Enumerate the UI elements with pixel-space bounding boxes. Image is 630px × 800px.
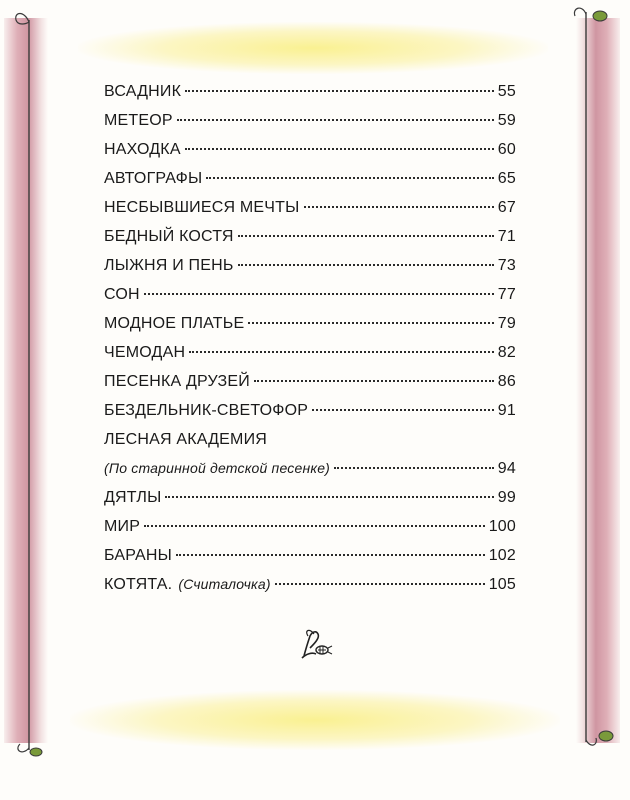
toc-entry[interactable]	[104, 193, 516, 222]
toc-entry[interactable]	[104, 541, 516, 570]
toc-entry-title: БЕДНЫЙ КОСТЯ	[104, 228, 234, 245]
dot-leader	[189, 351, 494, 353]
toc-entry-page: 79	[497, 315, 516, 332]
dot-leader	[176, 554, 485, 556]
toc-entry-page: 102	[488, 547, 516, 564]
dot-leader	[248, 322, 493, 324]
toc-entry-title: КОТЯТА.	[104, 576, 173, 593]
toc-entry-page: 55	[497, 83, 516, 100]
toc-entry-subtitle: (Считалочка)	[178, 576, 271, 592]
dot-leader	[304, 206, 494, 208]
vine-curl-top-left	[16, 14, 29, 25]
toc-entry-title: МОДНОЕ ПЛАТЬЕ	[104, 315, 245, 332]
toc-entry-page: 73	[497, 257, 516, 274]
toc-entry[interactable]	[104, 135, 516, 164]
toc-entry[interactable]	[104, 280, 516, 309]
toc-entry[interactable]	[104, 396, 516, 425]
toc-entry-title: НЕСБЫВШИЕСЯ МЕЧТЫ	[104, 199, 300, 216]
toc-entry-page: 91	[497, 402, 516, 419]
toc-entry[interactable]	[104, 425, 516, 483]
vine-curl-top-right	[574, 8, 586, 16]
toc-entry-title: БЕЗДЕЛЬНИК-СВЕТОФОР	[104, 402, 309, 419]
toc-entry-title: МИР	[104, 518, 141, 535]
toc-entry-subtitle: (По старинной детской песенке)	[104, 460, 331, 476]
table-of-contents	[104, 77, 516, 599]
leaf-icon	[599, 731, 613, 741]
toc-entry[interactable]	[104, 222, 516, 251]
dot-leader	[312, 409, 494, 411]
toc-entry[interactable]	[104, 570, 516, 599]
toc-entry-page: 100	[488, 518, 516, 535]
dot-leader	[144, 525, 485, 527]
toc-entry-page: 67	[497, 199, 516, 216]
toc-entry-page: 82	[497, 344, 516, 361]
toc-entry[interactable]	[104, 77, 516, 106]
toc-entry[interactable]	[104, 338, 516, 367]
toc-entry[interactable]	[104, 309, 516, 338]
toc-entry-title: ЧЕМОДАН	[104, 344, 186, 361]
toc-entry-page: 99	[497, 489, 516, 506]
toc-entry-page: 105	[488, 576, 516, 593]
toc-entry-title: АВТОГРАФЫ	[104, 170, 203, 187]
toc-entry[interactable]	[104, 106, 516, 135]
leaf-icon	[593, 11, 607, 21]
toc-entry-title: НАХОДКА	[104, 141, 181, 158]
toc-entry[interactable]	[104, 164, 516, 193]
dot-leader	[144, 293, 494, 295]
toc-entry-page: 94	[497, 460, 516, 477]
dot-leader	[177, 119, 494, 121]
bee-icon	[302, 630, 332, 658]
toc-entry[interactable]	[104, 367, 516, 396]
dot-leader	[275, 583, 485, 585]
toc-entry[interactable]	[104, 251, 516, 280]
dot-leader	[334, 467, 494, 469]
toc-entry-title: ДЯТЛЫ	[104, 489, 162, 506]
dot-leader	[254, 380, 494, 382]
dot-leader	[238, 264, 494, 266]
dot-leader	[206, 177, 493, 179]
toc-entry-title: ЛЕСНАЯ АКАДЕМИЯ	[104, 431, 268, 448]
vine-curl-bottom-left	[18, 744, 29, 752]
toc-entry-page: 86	[497, 373, 516, 390]
dot-leader	[185, 148, 494, 150]
toc-entry-page: 60	[497, 141, 516, 158]
toc-entry-title: ПЕСЕНКА ДРУЗЕЙ	[104, 373, 250, 390]
toc-entry[interactable]	[104, 512, 516, 541]
toc-entry[interactable]	[104, 483, 516, 512]
toc-entry-page: 59	[497, 112, 516, 129]
toc-entry-title: БАРАНЫ	[104, 547, 173, 564]
dot-leader	[185, 90, 494, 92]
toc-entry-page: 71	[497, 228, 516, 245]
dot-leader	[165, 496, 493, 498]
toc-entry-page: 65	[497, 170, 516, 187]
toc-entry-title: МЕТЕОР	[104, 112, 173, 129]
toc-entry-title: ВСАДНИК	[104, 83, 182, 100]
leaf-icon	[30, 748, 42, 756]
dot-leader	[238, 235, 494, 237]
toc-entry-title: СОН	[104, 286, 140, 303]
vine-curl-bottom-right	[586, 738, 596, 745]
toc-entry-page: 77	[497, 286, 516, 303]
toc-entry-title: ЛЫЖНЯ И ПЕНЬ	[104, 257, 234, 274]
